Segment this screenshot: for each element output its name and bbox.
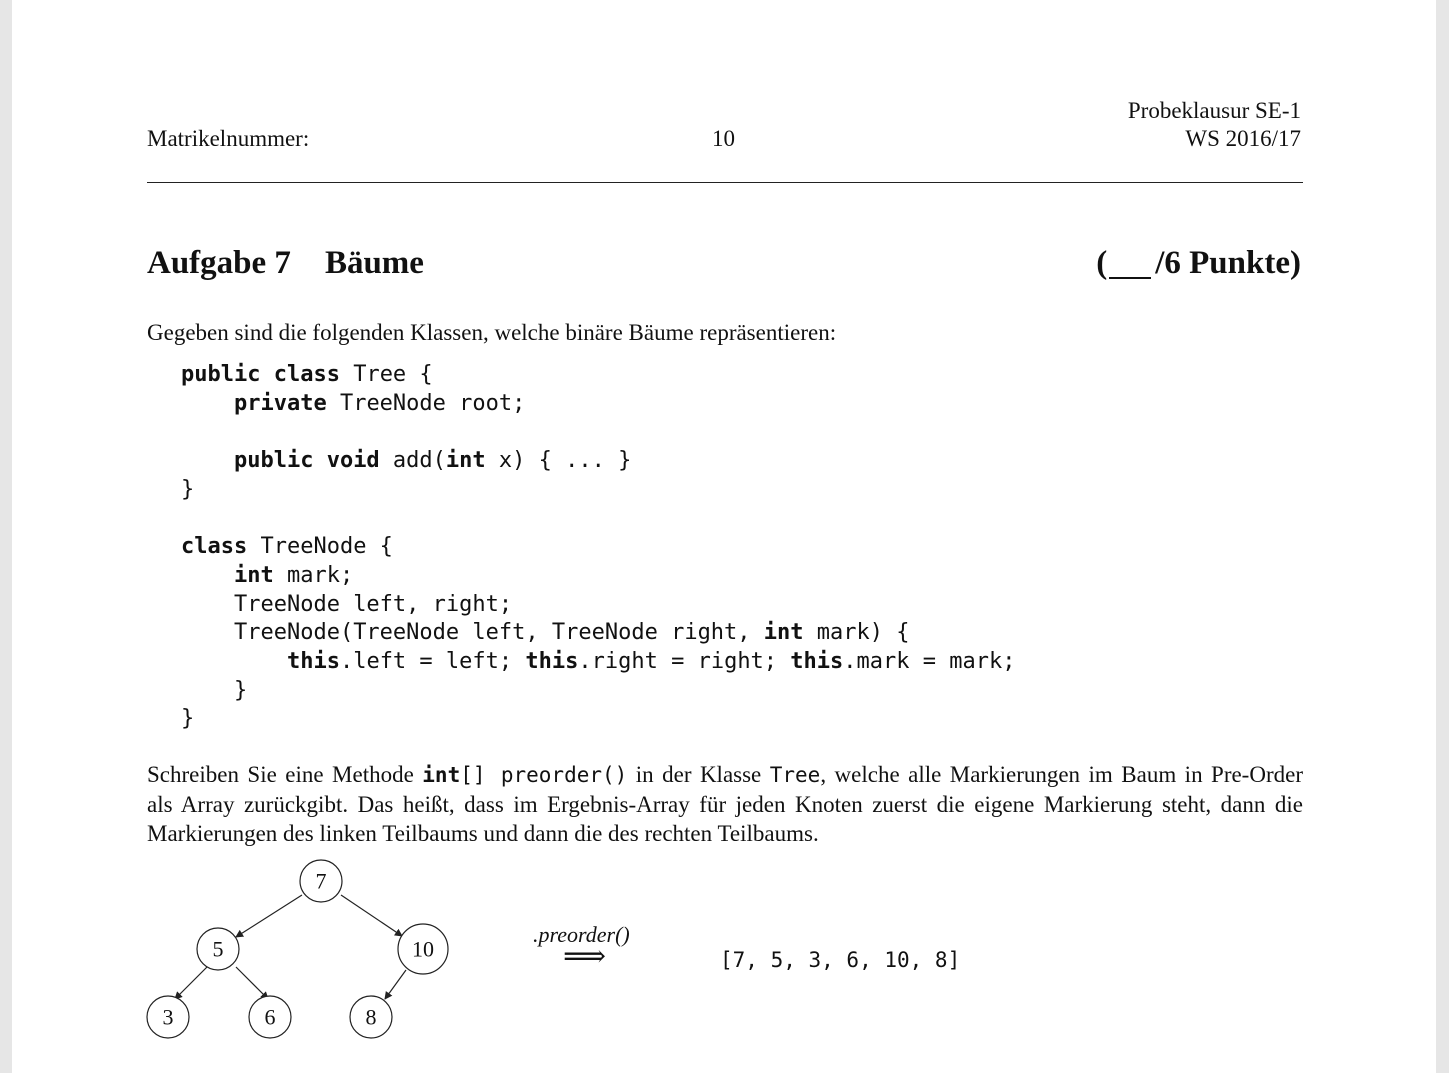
task-heading xyxy=(147,243,424,283)
inline-code-class: Tree xyxy=(769,763,821,787)
inline-code-method: [] preorder() xyxy=(460,763,628,787)
edge-7-5 xyxy=(236,895,302,937)
page-number: 10 xyxy=(712,126,735,151)
intro-text: Gegeben sind die folgenden Klassen, welche binäre Bäume repräsentieren: xyxy=(147,320,837,345)
implies-arrow-icon: ⟹ xyxy=(563,940,607,973)
exam-page xyxy=(12,0,1436,1073)
node-label: 3 xyxy=(162,1004,174,1030)
task-title: Bäume xyxy=(324,245,424,281)
description-line-2: als Array zurückgibt. Das heißt, dass im Ergebnis-Array für jeden Knoten zuerst die eigene Markierung steht, dann die xyxy=(147,792,1303,817)
code-listing: public class Tree { private TreeNode root; public void add(int x) { ... } } class TreeNode { int mark; TreeNode left, right; TreeNode(TreeNode left, TreeNode right, int mark) { this.left = left; this.right = right; this.mark = mark; } } xyxy=(181,362,1016,732)
header-rule xyxy=(147,182,1303,183)
points-blank xyxy=(1109,249,1151,279)
task-points: ( /6 Punkte) xyxy=(1096,245,1301,281)
semester: WS 2016/17 xyxy=(1185,126,1301,151)
node-label: 7 xyxy=(315,868,327,894)
description-line-1: Schreiben Sie eine Methode int[] preorder() in der Klasse Tree, welche alle Markierungen im Baum in Pre-Order xyxy=(147,762,1303,787)
edge-5-6 xyxy=(236,967,268,999)
header-right xyxy=(1128,97,1301,153)
edge-5-3 xyxy=(175,967,207,999)
preorder-call-label: .preorder() xyxy=(533,922,630,947)
task-number: Aufgabe 7 xyxy=(147,245,291,281)
edge-10-8 xyxy=(385,970,406,999)
node-label: 10 xyxy=(412,936,434,962)
tree-diagram xyxy=(132,850,472,1050)
preorder-result: [7, 5, 3, 6, 10, 8] xyxy=(720,948,961,972)
description-line-3: Markierungen des linken Teilbaums und dann die des rechten Teilbaums. xyxy=(147,821,819,846)
task-description xyxy=(147,760,1303,848)
node-label: 5 xyxy=(212,936,224,962)
node-label: 8 xyxy=(365,1004,377,1030)
node-label: 6 xyxy=(264,1004,276,1030)
course-name: Probeklausur SE-1 xyxy=(1127,98,1301,123)
matrikel-label: Matrikelnummer: xyxy=(147,126,310,151)
inline-code-int: int xyxy=(422,763,461,787)
edge-7-10 xyxy=(341,895,402,936)
